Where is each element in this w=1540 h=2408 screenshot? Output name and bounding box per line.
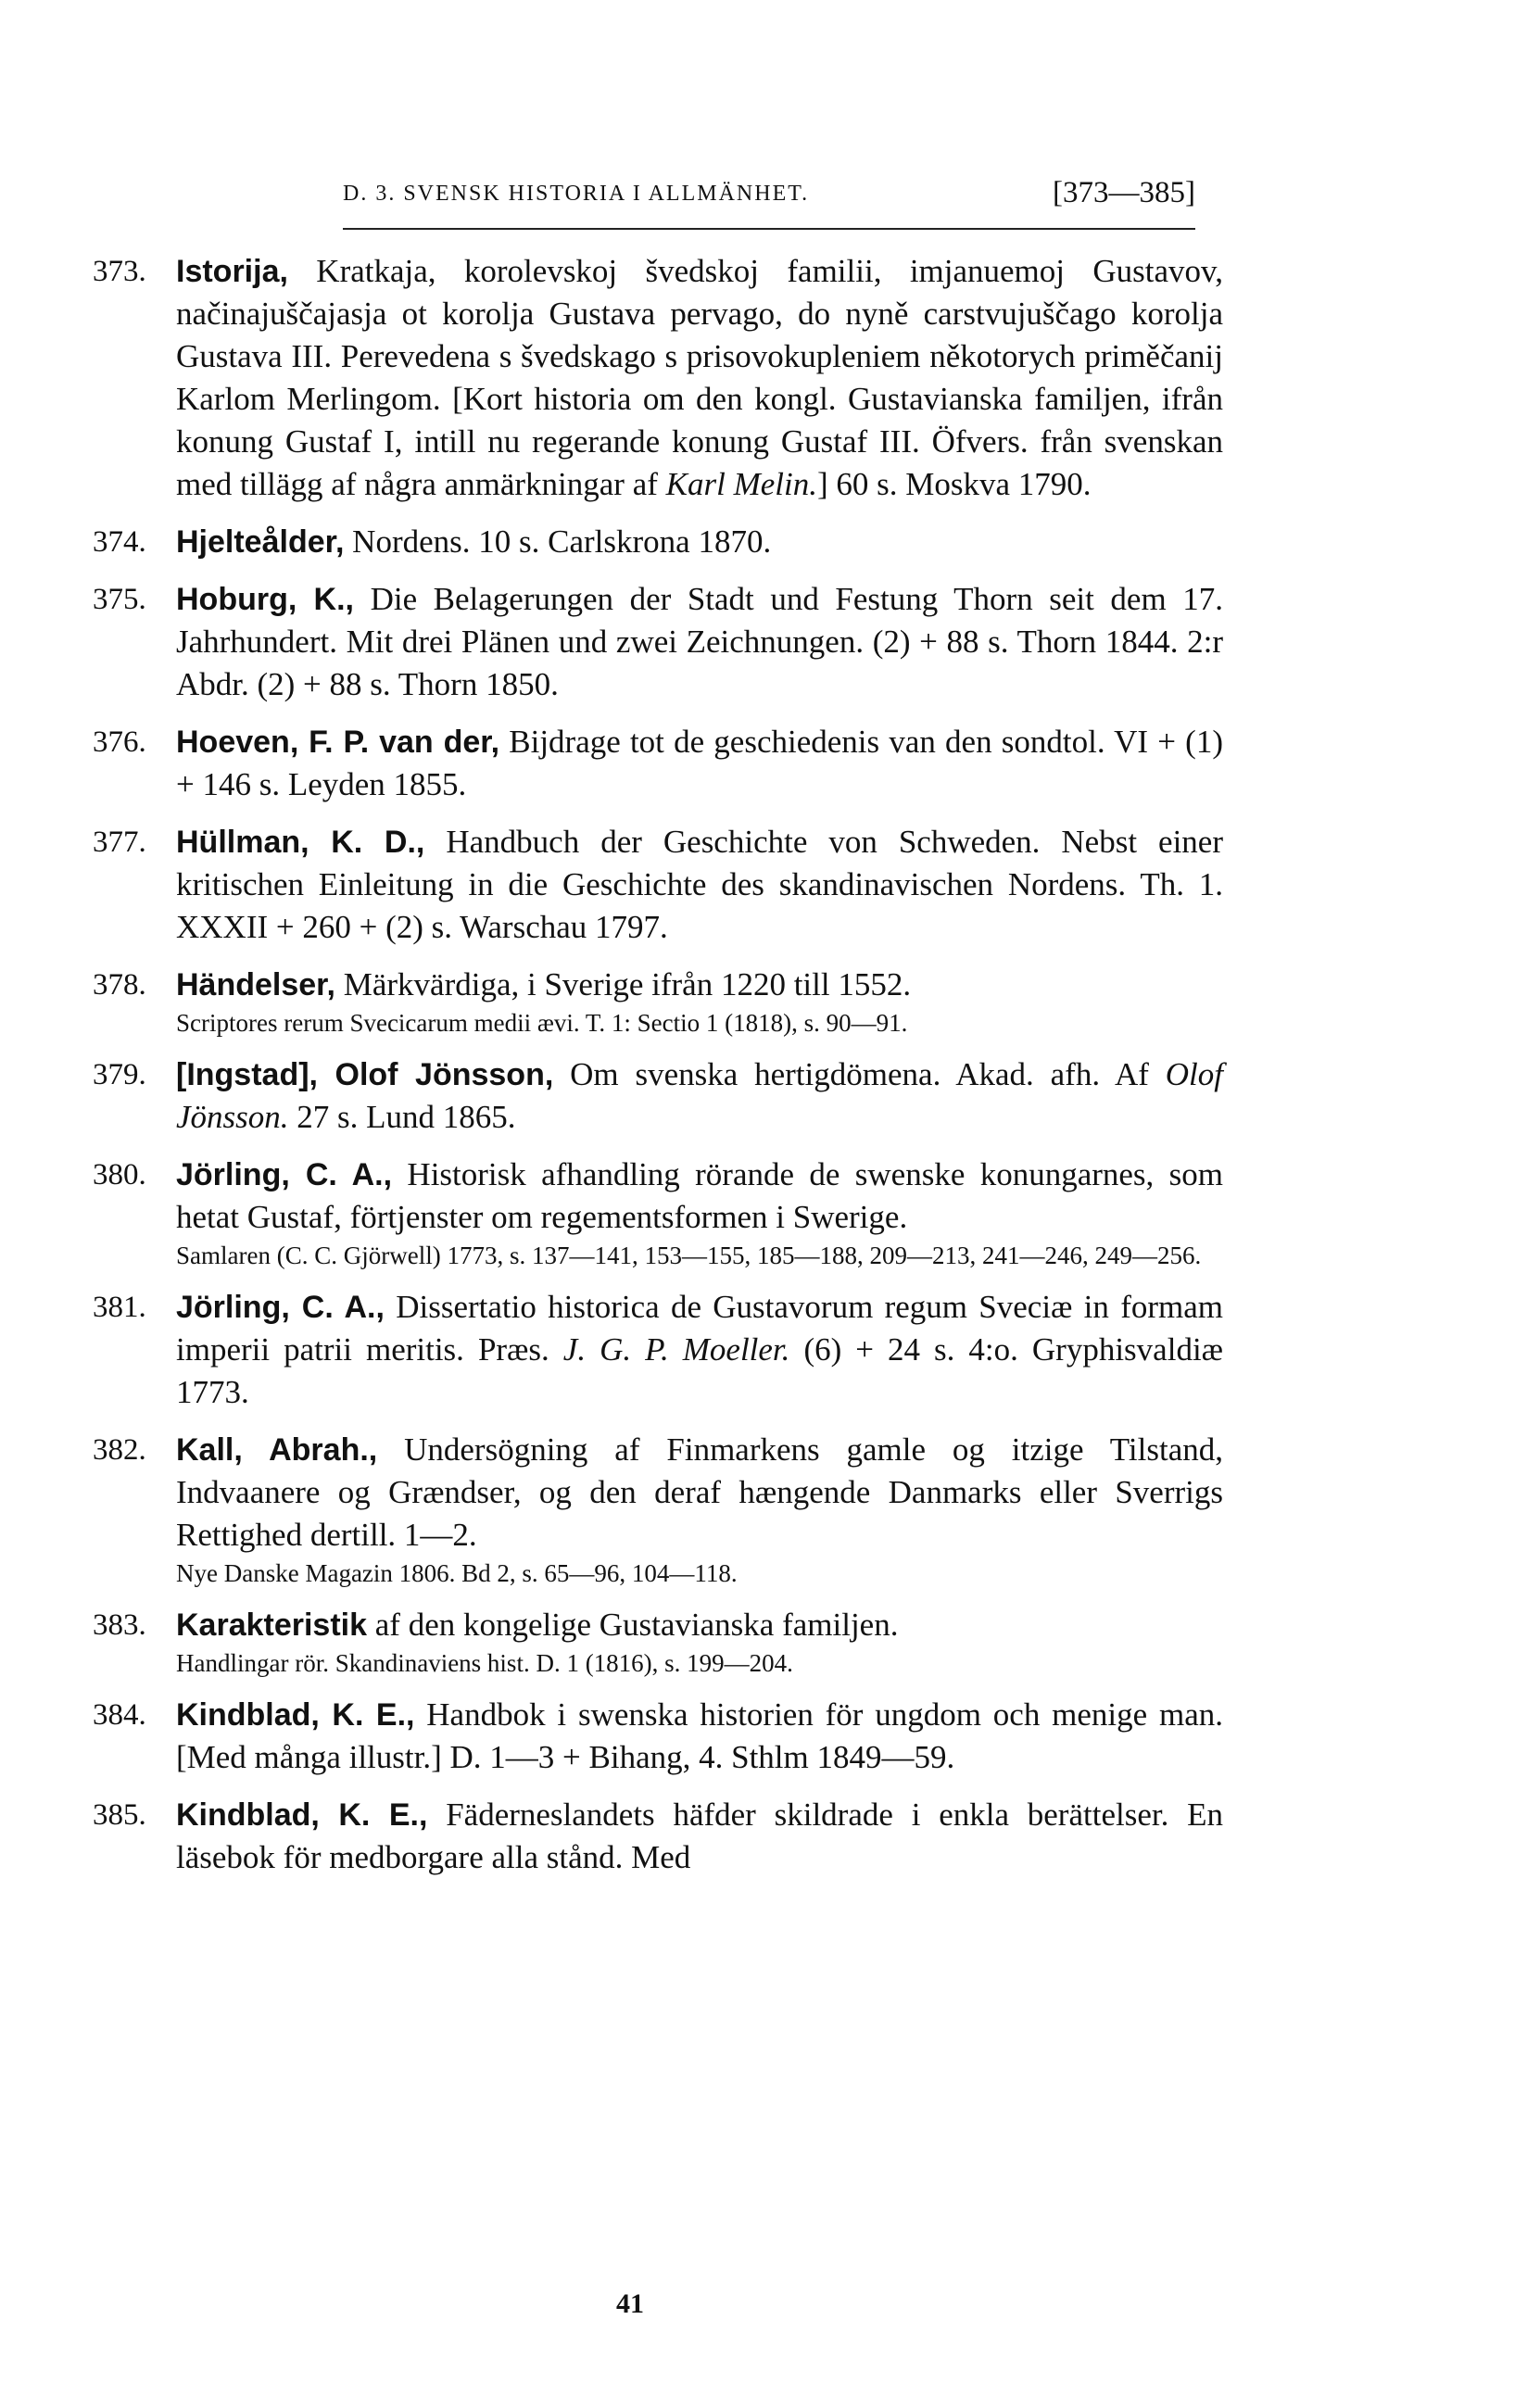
- entry-body: [176, 1154, 1223, 1239]
- entry-body: [176, 1286, 1223, 1414]
- entry-body: [176, 1794, 1223, 1879]
- entry-body: [176, 1053, 1223, 1139]
- entry-text: Undersögning af Finmarkens gamle og itzige Tilstand, Indvaanere og Grændser, og den deraf hængende Danmarks eller Sverrigs Rettighed dertill. 1—2.: [176, 1431, 1223, 1553]
- entry-name: [Ingstad], Olof Jönsson,: [176, 1057, 554, 1092]
- entry-385: [93, 1794, 1223, 1879]
- entry-name: Händelser,: [176, 967, 335, 1002]
- entry-number: 379.: [93, 1058, 146, 1091]
- entry-381: [93, 1286, 1223, 1414]
- entry-body: [176, 964, 1223, 1006]
- entry-number: 377.: [93, 826, 146, 859]
- entry-name: Jörling, C. A.,: [176, 1157, 393, 1192]
- entry-number: 381.: [93, 1291, 146, 1324]
- entry-body: [176, 578, 1223, 706]
- entry-text-tail: ] 60 s. Moskva 1790.: [817, 466, 1092, 502]
- entry-373: [93, 250, 1223, 506]
- entry-383: [93, 1604, 1223, 1679]
- entry-name: Kindblad, K. E.,: [176, 1797, 428, 1833]
- running-title: D. 3. SVENSK HISTORIA I ALLMÄNHET.: [343, 182, 810, 206]
- entry-384: [93, 1694, 1223, 1779]
- entry-source-note: Nye Danske Magazin 1806. Bd 2, s. 65—96, 104—118.: [176, 1559, 738, 1587]
- entry-text: Handbuch der Geschichte von Schweden. Nebst einer kritischen Einleitung in die Geschichte des skandinavischen Nordens. Th. 1. XXXII + 260 + (2) s. Warschau 1797.: [176, 824, 1223, 945]
- entry-name: Hüllman, K. D.,: [176, 825, 425, 860]
- entry-text: Dissertatio historica de Gustavorum regum Sveciæ in formam imperii patrii meritis. Præs.: [176, 1289, 1223, 1368]
- entry-number: 384.: [93, 1698, 146, 1732]
- entry-number: 385.: [93, 1798, 146, 1832]
- entry-italic: Olof Jönsson.: [176, 1056, 1223, 1135]
- entry-text: Kratkaja, korolevskoj švedskoj familii, imjanuemoj Gustavov, načinajuščajasja ot korolja Gustava pervago, do nyně carstvujuščago korolja Gustava III. Perevedena s švedskago s prisovokupleniem někotorych priměčanij Karlom Merlingom. [Kort historia om den kongl. Gustavianska familjen, ifrån konung Gustaf I, intill nu regerande konung Gustaf III. Öfvers. från svenskan med tillägg af några anmärkningar af: [176, 253, 1223, 502]
- entry-body: [176, 821, 1223, 949]
- entry-376: [93, 721, 1223, 806]
- header-rule: [343, 228, 1195, 230]
- entry-380: [93, 1154, 1223, 1271]
- entry-text-tail: (6) + 24 s. 4:o. Gryphisvaldiæ 1773.: [176, 1331, 1224, 1410]
- entry-text: Märkvärdiga, i Sverige ifrån 1220 till 1552.: [335, 966, 912, 1002]
- entry-name: Jörling, C. A.,: [176, 1290, 385, 1325]
- entry-source-note: Samlaren (C. C. Gjörwell) 1773, s. 137—141, 153—155, 185—188, 209—213, 241—246, 249—256.: [176, 1242, 1202, 1269]
- entry-text: Bijdrage tot de geschiedenis van den sondtol. VI + (1) + 146 s. Leyden 1855.: [176, 724, 1223, 802]
- entry-number: 376.: [93, 725, 146, 759]
- running-header: [343, 176, 1195, 213]
- entry-text: af den kongelige Gustavianska familjen.: [367, 1607, 899, 1643]
- entry-number: 373.: [93, 255, 146, 288]
- entry-text: Die Belagerungen der Stadt und Festung Thorn seit dem 17. Jahrhundert. Mit drei Plänen und zwei Zeichnungen. (2) + 88 s. Thorn 1844. 2:r Abdr. (2) + 88 s. Thorn 1850.: [176, 581, 1223, 702]
- entry-text: Handbok i swenska historien för ungdom och menige man. [Med många illustr.] D. 1—3 + Bihang, 4. Sthlm 1849—59.: [176, 1696, 1223, 1775]
- entry-text: Fäderneslandets häfder skildrade i enkla berättelser. En läsebok för medborgare alla stånd. Med: [176, 1797, 1223, 1875]
- entry-source-note: Handlingar rör. Skandinaviens hist. D. 1 (1816), s. 199—204.: [176, 1649, 793, 1677]
- entry-text: Om svenska hertigdömena. Akad. afh. Af: [553, 1056, 1166, 1092]
- entry-italic: J. G. P. Moeller.: [562, 1331, 790, 1368]
- entry-name: Istorija,: [176, 254, 288, 289]
- entry-italic: Karl Melin.: [665, 466, 817, 502]
- bibliography-list: [93, 250, 1223, 1894]
- entry-body: [176, 250, 1223, 506]
- entry-number: 375.: [93, 583, 146, 616]
- entry-name: Hjelteålder,: [176, 524, 345, 560]
- entry-382: [93, 1429, 1223, 1589]
- entry-374: [93, 521, 1223, 563]
- entry-number: 374.: [93, 525, 146, 559]
- entry-377: [93, 821, 1223, 949]
- entry-name: Kindblad, K. E.,: [176, 1697, 415, 1733]
- entry-name: Kall, Abrah.,: [176, 1432, 378, 1468]
- entry-body: [176, 721, 1223, 806]
- entry-name: Hoburg, K.,: [176, 582, 355, 617]
- entry-number: 380.: [93, 1158, 146, 1191]
- entry-name: Hoeven, F. P. van der,: [176, 725, 500, 760]
- entry-body: [176, 1429, 1223, 1557]
- entry-number: 383.: [93, 1608, 146, 1642]
- entry-body: [176, 1694, 1223, 1779]
- entry-number: 382.: [93, 1433, 146, 1467]
- entry-375: [93, 578, 1223, 706]
- entry-name: Karakteristik: [176, 1607, 368, 1643]
- page-number: 41: [616, 2288, 644, 2319]
- entry-number: 378.: [93, 968, 146, 1002]
- entry-range: [373—385]: [1053, 176, 1195, 209]
- entry-text: Nordens. 10 s. Carlskrona 1870.: [344, 523, 772, 560]
- entry-body: [176, 1604, 1223, 1646]
- entry-text-tail: 27 s. Lund 1865.: [288, 1099, 516, 1135]
- entry-source-note: Scriptores rerum Svecicarum medii ævi. T. 1: Sectio 1 (1818), s. 90—91.: [176, 1009, 908, 1037]
- entry-379: [93, 1053, 1223, 1139]
- entry-378: [93, 964, 1223, 1039]
- entry-text: Historisk afhandling rörande de swenske konungarnes, som hetat Gustaf, förtjenster om regementsformen i Swerige.: [176, 1156, 1223, 1235]
- entry-body: [176, 521, 1223, 563]
